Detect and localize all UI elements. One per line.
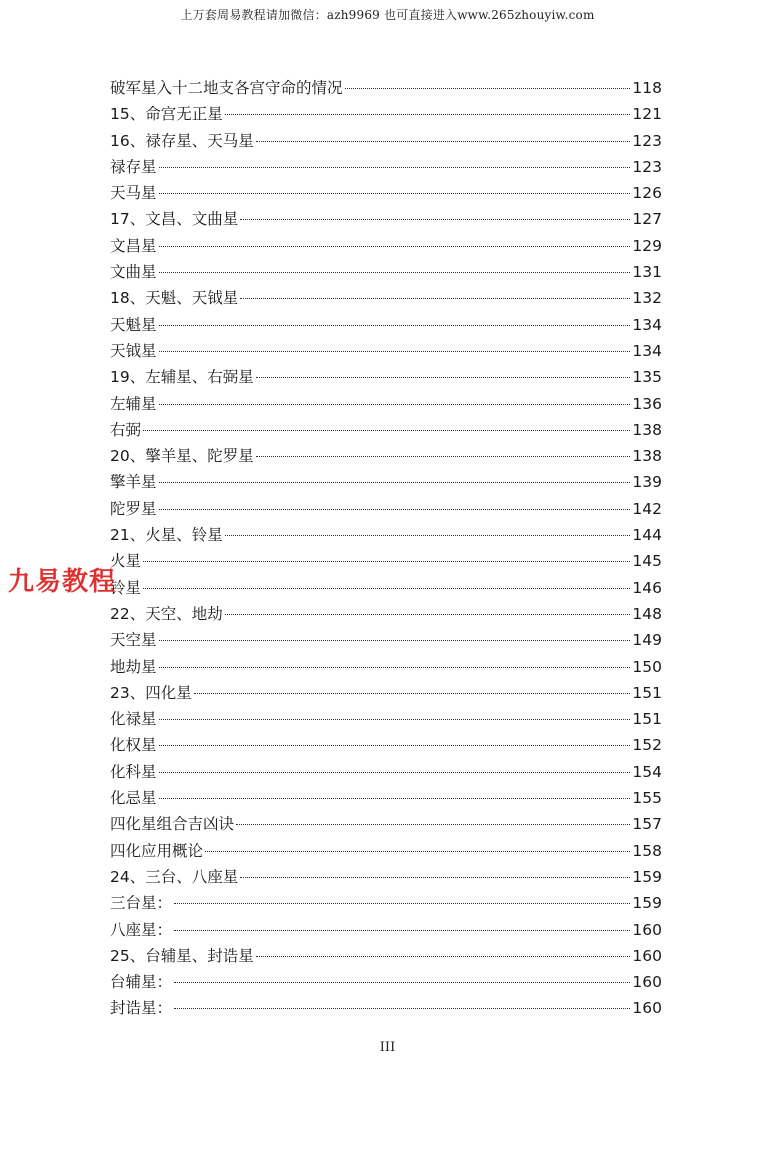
toc-entry-page-number: 146 [632, 578, 662, 597]
dot-leader [256, 377, 631, 378]
toc-entry-page-number: 136 [632, 394, 662, 413]
toc-entry-page-number: 123 [632, 131, 662, 150]
toc-entry-title: 15、命宫无正星 [110, 105, 223, 124]
toc-entry-page-number: 157 [632, 815, 662, 834]
dot-leader [159, 509, 631, 510]
toc-entry[interactable] [110, 469, 662, 495]
dot-leader [225, 535, 631, 536]
toc-entry[interactable] [110, 995, 662, 1021]
toc-entry-page-number: 139 [632, 473, 662, 492]
toc-entry-title: 地劫星 [110, 657, 157, 676]
toc-entry[interactable] [110, 101, 662, 127]
toc-entry-title: 25、台辅星、封诰星 [110, 946, 254, 965]
toc-entry[interactable] [110, 522, 662, 548]
toc-entry-page-number: 160 [632, 999, 662, 1018]
dot-leader [194, 693, 631, 694]
toc-entry-page-number: 159 [632, 894, 662, 913]
toc-entry-title: 文曲星 [110, 263, 157, 282]
toc-entry-title: 化科星 [110, 762, 157, 781]
dot-leader [225, 614, 631, 615]
toc-entry[interactable] [110, 154, 662, 180]
toc-entry-page-number: 131 [632, 263, 662, 282]
toc-entry-title: 21、火星、铃星 [110, 526, 223, 545]
toc-entry-title: 八座星： [110, 920, 173, 939]
toc-entry-page-number: 148 [632, 604, 662, 623]
dot-leader [159, 798, 631, 799]
toc-entry-page-number: 121 [632, 105, 662, 124]
page-header-banner: 上万套周易教程请加微信：azh9969 也可直接进入www.265zhouyiw.com [180, 8, 595, 22]
dot-leader [159, 745, 631, 746]
toc-entry-title: 陀罗星 [110, 499, 157, 518]
toc-entry-title: 化权星 [110, 736, 157, 755]
toc-entry[interactable] [110, 917, 662, 943]
toc-entry-title: 火星 [110, 552, 142, 571]
toc-entry-title: 16、禄存星、天马星 [110, 131, 254, 150]
toc-entry-page-number: 127 [632, 210, 662, 229]
toc-entry[interactable] [110, 338, 662, 364]
dot-leader [159, 246, 631, 247]
toc-entry[interactable] [110, 128, 662, 154]
toc-entry-page-number: 126 [632, 184, 662, 203]
toc-entry[interactable] [110, 969, 662, 995]
toc-entry-title: 化禄星 [110, 710, 157, 729]
toc-entry-title: 18、天魁、天钺星 [110, 289, 239, 308]
toc-entry[interactable] [110, 75, 662, 101]
toc-entry-title: 天马星 [110, 184, 157, 203]
dot-leader [240, 219, 630, 220]
dot-leader [174, 930, 630, 931]
dot-leader [159, 640, 631, 641]
toc-entry[interactable] [110, 285, 662, 311]
toc-entry[interactable] [110, 180, 662, 206]
dot-leader [256, 141, 631, 142]
toc-entry-title: 台辅星： [110, 973, 173, 992]
toc-entry-page-number: 135 [632, 368, 662, 387]
dot-leader [240, 298, 630, 299]
toc-entry-title: 封诰星： [110, 999, 173, 1018]
toc-entry-title: 化忌星 [110, 789, 157, 808]
toc-entry[interactable] [110, 233, 662, 259]
toc-entry-page-number: 132 [632, 289, 662, 308]
dot-leader [143, 588, 630, 589]
toc-entry-page-number: 160 [632, 973, 662, 992]
toc-entry-title: 文昌星 [110, 236, 157, 255]
toc-entry-title: 19、左辅星、右弼星 [110, 368, 254, 387]
toc-entry[interactable] [110, 627, 662, 653]
toc-entry-title: 右弼 [110, 420, 142, 439]
toc-entry[interactable] [110, 391, 662, 417]
toc-entry-page-number: 159 [632, 867, 662, 886]
toc-entry-title: 24、三台、八座星 [110, 867, 239, 886]
toc-entry-page-number: 154 [632, 762, 662, 781]
toc-entry-page-number: 160 [632, 946, 662, 965]
dot-leader [240, 877, 630, 878]
toc-entry-page-number: 142 [632, 499, 662, 518]
toc-entry-page-number: 134 [632, 341, 662, 360]
toc-entry-page-number: 160 [632, 920, 662, 939]
toc-entry-page-number: 151 [632, 710, 662, 729]
dot-leader [143, 430, 630, 431]
toc-entry-title: 铃星 [110, 578, 142, 597]
toc-entry-title: 天钺星 [110, 341, 157, 360]
dot-leader [159, 667, 631, 668]
toc-entry[interactable] [110, 890, 662, 916]
toc-entry-page-number: 118 [632, 79, 662, 97]
toc-entry-title: 左辅星 [110, 394, 157, 413]
toc-entry[interactable] [110, 548, 662, 574]
toc-entry-title: 20、擎羊星、陀罗星 [110, 447, 254, 466]
toc-entry-page-number: 123 [632, 157, 662, 176]
toc-entry-title: 天空星 [110, 631, 157, 650]
toc-entry-page-number: 129 [632, 236, 662, 255]
toc-entry-page-number: 152 [632, 736, 662, 755]
toc-entry[interactable] [110, 259, 662, 285]
dot-leader [143, 561, 630, 562]
toc-entry[interactable] [110, 943, 662, 969]
toc-entry-page-number: 144 [632, 526, 662, 545]
toc-entry-page-number: 145 [632, 552, 662, 571]
dot-leader [159, 325, 631, 326]
dot-leader [159, 482, 631, 483]
toc-entry-title: 17、文昌、文曲星 [110, 210, 239, 229]
toc-entry-title: 破军星入十二地支各宫守命的情况 [110, 79, 343, 97]
dot-leader [159, 719, 631, 720]
toc-entry-page-number: 151 [632, 683, 662, 702]
table-of-contents [110, 75, 662, 1022]
dot-leader [159, 404, 631, 405]
toc-entry-page-number: 150 [632, 657, 662, 676]
toc-entry-title: 四化应用概论 [110, 841, 204, 860]
toc-entry[interactable] [110, 206, 662, 232]
toc-entry-title: 擎羊星 [110, 473, 157, 492]
toc-entry-title: 23、四化星 [110, 683, 192, 702]
toc-entry-page-number: 134 [632, 315, 662, 334]
toc-entry[interactable] [110, 759, 662, 785]
toc-entry-page-number: 155 [632, 789, 662, 808]
dot-leader [159, 193, 631, 194]
page-number: III [379, 1040, 396, 1055]
toc-entry[interactable] [110, 706, 662, 732]
toc-entry[interactable] [110, 312, 662, 338]
toc-entry[interactable] [110, 496, 662, 522]
dot-leader [159, 167, 631, 168]
toc-entry[interactable] [110, 785, 662, 811]
toc-entry-title: 22、天空、地劫 [110, 604, 223, 623]
dot-leader [174, 1008, 630, 1009]
toc-entry[interactable] [110, 443, 662, 469]
toc-entry[interactable] [110, 654, 662, 680]
toc-entry-title: 三台星： [110, 894, 173, 913]
toc-entry[interactable] [110, 364, 662, 390]
dot-leader [256, 456, 631, 457]
dot-leader [174, 982, 630, 983]
toc-entry[interactable] [110, 575, 662, 601]
dot-leader [225, 114, 631, 115]
toc-entry-page-number: 149 [632, 631, 662, 650]
toc-entry[interactable] [110, 811, 662, 837]
toc-entry[interactable] [110, 417, 662, 443]
toc-entry[interactable] [110, 601, 662, 627]
toc-entry-page-number: 138 [632, 420, 662, 439]
dot-leader [159, 351, 631, 352]
toc-entry-title: 四化星组合吉凶诀 [110, 815, 235, 834]
toc-entry-page-number: 158 [632, 841, 662, 860]
dot-leader [256, 956, 631, 957]
dot-leader [236, 824, 630, 825]
toc-entry-title: 禄存星 [110, 157, 157, 176]
dot-leader [345, 88, 631, 89]
toc-entry-page-number: 138 [632, 447, 662, 466]
toc-entry[interactable] [110, 680, 662, 706]
watermark-stamp: 九易教程 [8, 567, 117, 597]
dot-leader [205, 851, 630, 852]
toc-entry[interactable] [110, 864, 662, 890]
toc-entry[interactable] [110, 838, 662, 864]
dot-leader [159, 772, 631, 773]
toc-entry-title: 天魁星 [110, 315, 157, 334]
toc-entry[interactable] [110, 732, 662, 758]
dot-leader [159, 272, 631, 273]
dot-leader [174, 903, 630, 904]
